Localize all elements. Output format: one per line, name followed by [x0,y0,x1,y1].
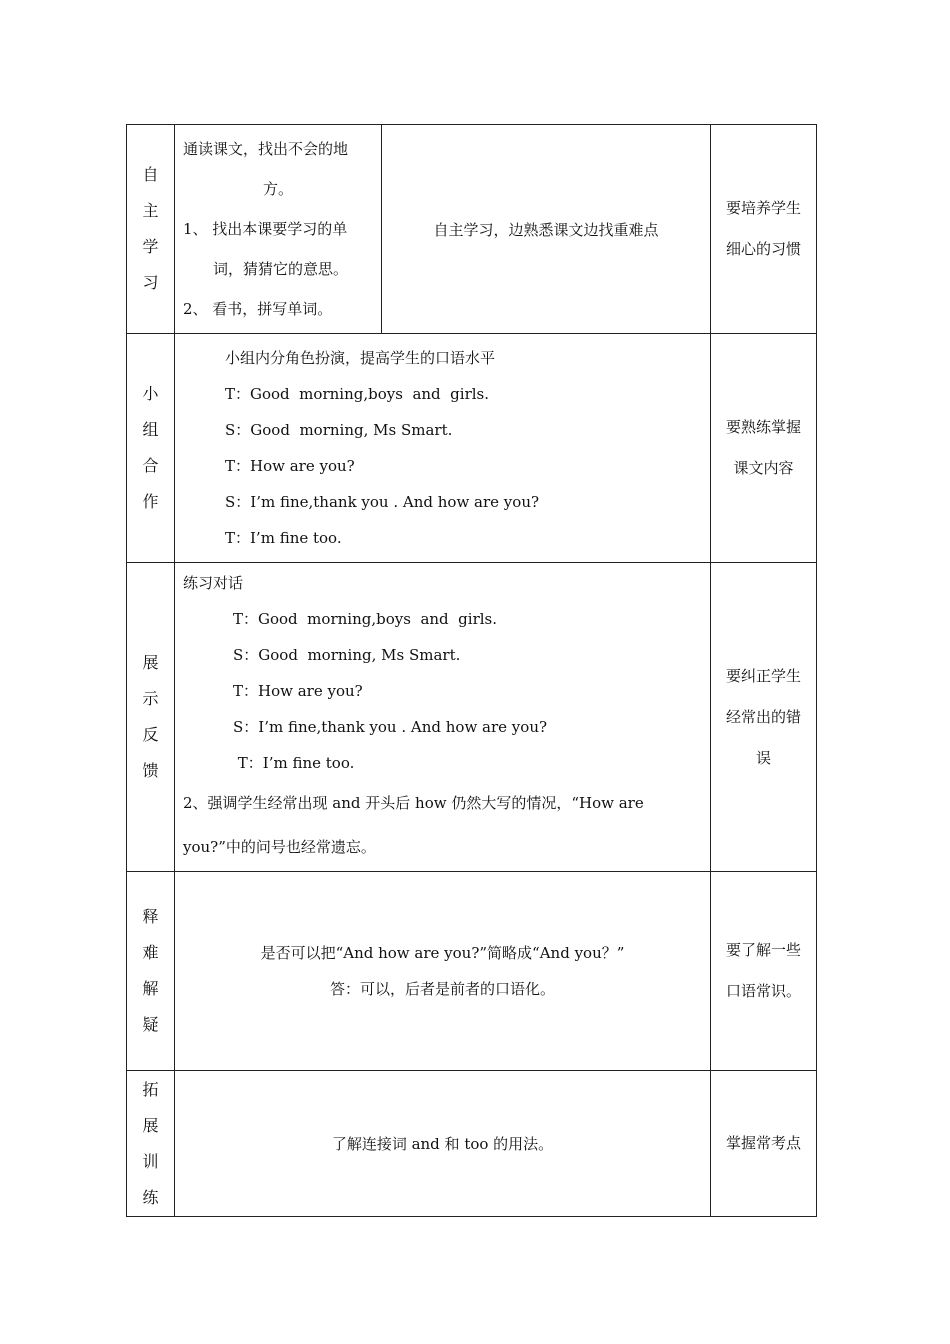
activity-purpose [382,125,711,334]
step-text: 通读课文，找出不会的地 [183,140,349,158]
note-line: 细心的习惯 [725,240,801,258]
teaching-note [711,334,817,563]
dialogue-line: S：I’m fine,thank you . And how are you? [233,718,548,736]
label-char: 难 [142,943,159,962]
label-char: 小 [142,384,159,403]
label-char: 解 [142,979,159,998]
feedback-content [175,563,711,872]
label-char: 反 [142,725,159,744]
content-line: 了解连接词 and 和 too 的用法。 [331,1134,554,1153]
label-char: 合 [142,456,159,475]
row-clarify [127,872,817,1071]
content-line: 小组内分角色扮演，提高学生的口语水平 [225,349,496,367]
row-feedback [127,563,817,872]
note-line: 误 [755,748,771,767]
note-line: 要熟练掌握 [725,418,801,436]
row-group-work [127,334,817,563]
step-text: 1、 找出本课要学习的单 [183,220,348,238]
note-line: 口语常识。 [725,982,801,1000]
label-char: 拓 [142,1079,159,1099]
label-char: 训 [142,1151,159,1171]
row-extension [127,1071,817,1217]
extension-content [175,1071,711,1217]
step-text: 词，猜猜它的意思。 [213,260,349,278]
row-label [127,872,175,1071]
label-char: 主 [142,201,159,220]
teaching-note [711,872,817,1071]
dialogue-line: S：I’m fine,thank you . And how are you? [225,493,540,511]
dialogue-line: T：Good morning,boys and girls. [233,610,498,628]
clarify-content [175,872,711,1071]
note-line: 经常出的错 [725,707,801,726]
dialogue-line: S：Good morning, Ms Smart. [225,421,453,439]
label-char: 展 [142,653,159,672]
label-char: 学 [142,237,159,256]
row-label [127,563,175,872]
note-line: 课文内容 [733,459,794,477]
row-label [127,125,175,334]
label-char: 习 [142,273,159,292]
teaching-note [711,563,817,872]
label-char: 自 [142,165,159,184]
label-char: 练 [142,1187,159,1207]
note-line: 要了解一些 [725,941,801,959]
label-char: 作 [142,492,159,511]
dialogue-line: T：I’m fine too. [233,754,355,772]
answer-line: 答：可以，后者是前者的口语化。 [329,980,555,998]
activity-steps [175,125,382,334]
purpose-text: 自主学习，边熟悉课文边找重难点 [433,220,659,239]
label-char: 组 [142,420,159,439]
dialogue-line: T：How are you? [225,457,355,475]
note-line: 要培养学生 [725,199,801,217]
lesson-plan-table [126,124,817,1217]
step-text: 2、 看书，拼写单词。 [183,300,333,318]
question-line: 是否可以把“And how are you?”简略成“And you？” [260,944,625,962]
row-label [127,1071,175,1217]
dialogue-line: T：How are you? [233,682,363,700]
dialogue-line: T：Good morning,boys and girls. [225,385,490,403]
label-char: 展 [142,1115,159,1135]
group-work-content [175,334,711,563]
content-line: 练习对话 [183,574,244,592]
note-line: 掌握常考点 [725,1134,801,1152]
label-char: 馈 [142,761,159,780]
dialogue-line: S：Good morning, Ms Smart. [233,646,461,664]
row-self-study [127,125,817,334]
label-char: 疑 [142,1015,159,1034]
dialogue-line: T：I’m fine too. [225,529,342,547]
teaching-note [711,1071,817,1217]
note-line: 要纠正学生 [725,666,801,685]
row-label [127,334,175,563]
step-text: 方。 [263,180,294,198]
teaching-note [711,125,817,334]
label-char: 释 [142,907,159,926]
label-char: 示 [142,689,159,708]
note-paragraph: 2、强调学生经常出现 and 开头后 how 仍然大写的情况，“How are you?”中的问号也经常遗忘。 [183,794,644,856]
